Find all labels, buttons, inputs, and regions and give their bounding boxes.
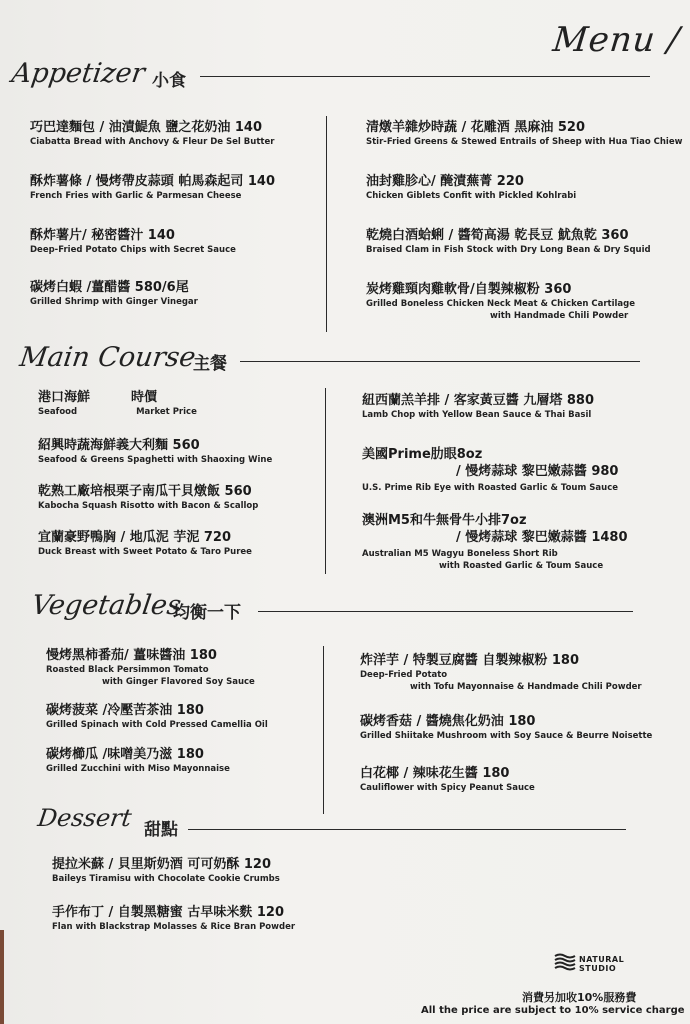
menu-item: 巧巴達麵包 / 油漬鯷魚 鹽之花奶油 140 Ciabatta Bread with Anchovy & Fleur De Sel Butter <box>30 120 275 147</box>
menu-item: 港口海鮮 時價 Seafood Market Price <box>38 390 197 417</box>
vegetables-divider <box>323 646 324 814</box>
menu-item: 手作布丁 / 自製黑糖蜜 古早味米麩 120 Flan with Blackstrap Molasses & Rice Bran Powder <box>52 905 296 932</box>
menu-item: 炭烤雞頸肉雞軟骨/自製辣椒粉 360 Grilled Boneless Chicken Neck Meat & Chicken Cartilage with Handmade Chili Powder <box>366 282 636 321</box>
menu-title: Menu / <box>550 20 683 60</box>
menu-item: 紹興時蔬海鮮義大利麵 560 Seafood & Greens Spaghetti with Shaoxing Wine <box>38 438 273 465</box>
menu-item: 紐西蘭羔羊排 / 客家黃豆醬 九層塔 880 Lamb Chop with Yellow Bean Sauce & Thai Basil <box>362 393 594 420</box>
menu-item: 清燉羊雜炒時蔬 / 花雕酒 黑麻油 520 Stir-Fried Greens & Stewed Entrails of Sheep with Hua Tiao Chiew <box>366 120 683 147</box>
main-course-title-cn: 主餐 <box>193 354 227 374</box>
menu-item: 乾燒白酒蛤蜊 / 醬筍高湯 乾長豆 魷魚乾 360 Braised Clam in Fish Stock with Dry Long Bean & Dry Squid <box>366 228 651 255</box>
natural-studio-logo <box>554 952 624 976</box>
vegetables-title: Vegetables <box>29 590 184 621</box>
page-edge-shadow <box>0 930 4 1024</box>
vegetables-rule <box>258 611 633 612</box>
appetizer-rule <box>200 76 650 77</box>
appetizer-title-cn: 小食 <box>152 71 186 91</box>
logo-line1: NATURAL <box>579 955 625 964</box>
menu-item: 乾熟工廠培根栗子南瓜干貝燉飯 560 Kabocha Squash Risotto with Bacon & Scallop <box>38 484 259 511</box>
service-charge-cn: 消費另加收10%服務費 <box>522 991 637 1004</box>
main-course-divider <box>325 388 326 574</box>
dessert-title: Dessert <box>36 804 134 832</box>
appetizer-title: Appetizer <box>9 58 147 89</box>
menu-item: 白花椰 / 辣味花生醬 180 Cauliflower with Spicy Peanut Sauce <box>360 766 535 793</box>
service-charge-en: All the price are subject to 10% service charge <box>421 1005 685 1016</box>
menu-item: 宜蘭豪野鴨胸 / 地瓜泥 芋泥 720 Duck Breast with Sweet Potato & Taro Puree <box>38 530 252 557</box>
dessert-rule <box>188 829 626 830</box>
menu-item: 碳烤白蝦 /薑醋醬 580/6尾 Grilled Shrimp with Ginger Vinegar <box>30 280 198 307</box>
menu-item: 澳洲M5和牛無骨牛小排7oz / 慢烤蒜球 黎巴嫩蒜醬 1480 Australian M5 Wagyu Boneless Short Rib with Roasted Garlic & Toum Sauce <box>362 513 628 571</box>
menu-item: 酥炸薯片/ 秘密醬汁 140 Deep-Fried Potato Chips with Secret Sauce <box>30 228 236 255</box>
logo-line2: STUDIO <box>579 964 617 973</box>
menu-item: 炸洋芋 / 特製豆腐醬 自製辣椒粉 180 Deep-Fried Potato with Tofu Mayonnaise & Handmade Chili Powder <box>360 653 642 692</box>
menu-item: 碳烤香菇 / 醬燒焦化奶油 180 Grilled Shiitake Mushroom with Soy Sauce & Beurre Noisette <box>360 714 653 741</box>
appetizer-divider <box>326 116 327 332</box>
dessert-title-cn: 甜點 <box>144 820 178 840</box>
vegetables-title-cn: 均衡一下 <box>173 603 241 623</box>
main-course-rule <box>240 361 640 362</box>
menu-item: 美國Prime肋眼8oz / 慢烤蒜球 黎巴嫩蒜醬 980 U.S. Prime Rib Eye with Roasted Garlic & Toum Sauce <box>362 447 619 493</box>
menu-item: 提拉米蘇 / 貝里斯奶酒 可可奶酥 120 Baileys Tiramisu with Chocolate Cookie Crumbs <box>52 857 280 884</box>
menu-item: 油封雞胗心/ 醃漬蕪菁 220 Chicken Giblets Confit with Pickled Kohlrabi <box>366 174 577 201</box>
menu-item: 慢烤黑柿番茄/ 薑味醬油 180 Roasted Black Persimmon Tomato with Ginger Flavored Soy Sauce <box>46 648 255 687</box>
main-course-title: Main Course <box>17 342 198 373</box>
wave-logo-icon <box>554 952 576 976</box>
menu-item: 碳烤菠菜 /冷壓苦茶油 180 Grilled Spinach with Cold Pressed Camellia Oil <box>46 703 268 730</box>
menu-item: 碳烤櫛瓜 /味噌美乃滋 180 Grilled Zucchini with Miso Mayonnaise <box>46 747 230 774</box>
menu-item: 酥炸薯條 / 慢烤帶皮蒜頭 帕馬森起司 140 French Fries with Garlic & Parmesan Cheese <box>30 174 275 201</box>
